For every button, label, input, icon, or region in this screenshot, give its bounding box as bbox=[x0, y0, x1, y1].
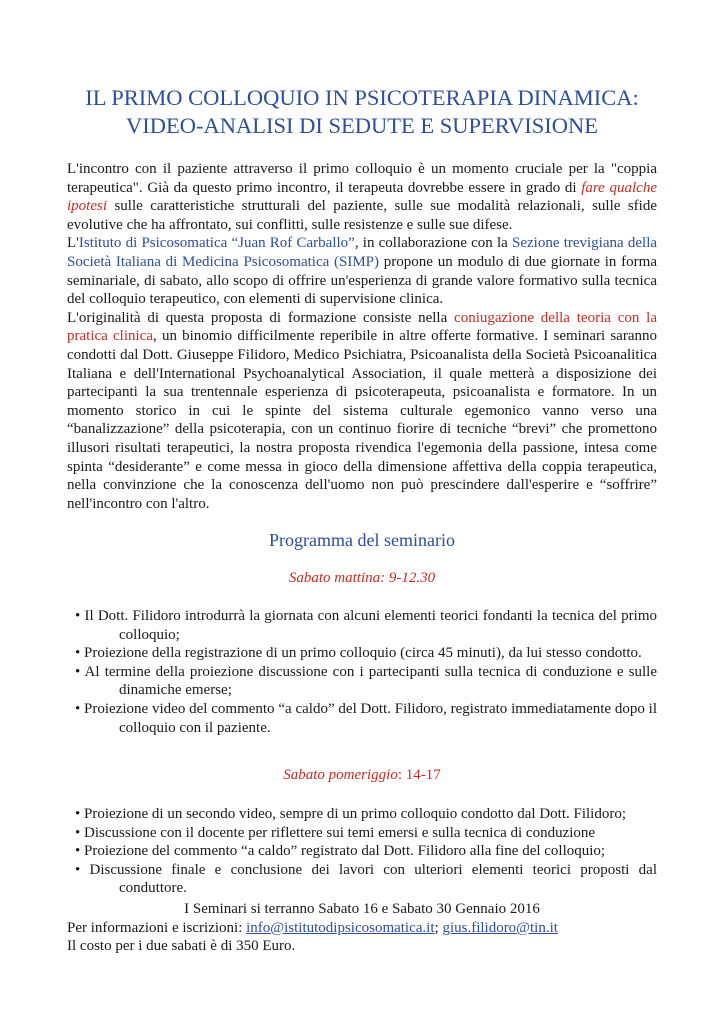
highlight-hypothesis: fare qualche ipotesi bbox=[67, 179, 657, 215]
cost-line: Il costo per i due sabati è di 350 Euro. bbox=[67, 938, 296, 955]
list-item: • Proiezione di un secondo video, sempre di un primo colloquio condotto dal Dott. Filidoro; bbox=[75, 806, 627, 822]
simp-section-name: Sezione trevigiana della Società Italiana di Medicina Psicosomatica (SIMP) bbox=[67, 235, 658, 270]
intro-paragraph-3: L'originalità di questa proposta di formazione consiste nella coniugazione della teoria con la pratica clinica, un binomio difficilmente reperibile in altre offerte formative. I seminari saranno condotti dal Dott. Giuseppe Filidoro, Medico Psichiatra, Psicoanalista della Società Psicoanalitica Italiana e dell'International Psychoanalytical Association, il quale metterà a disposizione dei partecipanti la sua trentennale esperienza di psicoterapeuta, psicoanalista e formatore. In un momento storico in cui le spinte del sistema culturale egemonico vanno verso una “banalizzazione” della psicoterapia, con un continuo fiorire di tecniche “brevi” che promettono illusori risultati terapeutici, la nostra proposta rivendica l'egemonia della passione, intesa come spinta “desiderante” e come messa in gioco della dimensione affettiva della coppia terapeutica, nella convinzione che la conoscenza dell'uomo non può prescindere dall'esperire e “soffrire” nell'incontro con l'altro. bbox=[67, 309, 657, 512]
intro-paragraph-2: L'Istituto di Psicosomatica “Juan Rof Carballo”, in collaborazione con la Sezione trevigiana della Società Italiana di Medicina Psicosomatica (SIMP) propone un modulo di due giornate in forma seminariale, di sabato, allo scopo di offrire un'esperienza di grande valore formativo sulla tecnica del colloquio terapeutico, con elementi di supervisione clinica. bbox=[67, 235, 658, 308]
list-item: • Al termine della proiezione discussione con i partecipanti sulla tecnica di conduzione e sulle dinamiche emerse; bbox=[75, 663, 657, 699]
title-line-2: VIDEO-ANALISI DI SEDUTE E SUPERVISIONE bbox=[126, 113, 598, 138]
institute-name: Istituto di Psicosomatica “Juan Rof Carballo” bbox=[78, 235, 355, 252]
intro-text bbox=[67, 160, 657, 513]
contact-line: Per informazioni e iscrizioni: info@istitutodipsicosomatica.it; gius.filidoro@tin.it bbox=[67, 919, 558, 936]
program-title: Programma del seminario bbox=[269, 530, 455, 550]
list-item: • Proiezione del commento “a caldo” registrato dal Dott. Filidoro alla fine del colloquio; bbox=[75, 843, 606, 860]
intro-paragraph-1: L'incontro con il paziente attraverso il primo colloquio è un momento cruciale per la "coppia terapeutica". Già da questo primo incontro, il terapeuta dovrebbe essere in grado di fare qualche ipotesi sulle caratteristiche strutturali del paziente, sulle sue modalità relazionali, sulle sfide evolutive che ha affrontato, sui conflitti, sulle resistenze e sulle sue difese. bbox=[67, 161, 657, 233]
email-link-filidoro[interactable]: gius.filidoro@tin.it bbox=[442, 919, 558, 936]
list-item: • Proiezione video del commento “a caldo” del Dott. Filidoro, registrato immediatamente dopo il colloquio con il paziente. bbox=[75, 700, 657, 736]
morning-program-list bbox=[65, 607, 657, 737]
email-link-institute[interactable]: info@istitutodipsicosomatica.it bbox=[246, 919, 435, 936]
list-item: • Discussione con il docente per riflettere sui temi emersi e sulla tecnica di conduzione bbox=[75, 824, 596, 841]
afternoon-time-label: Sabato pomeriggio: 14-17 bbox=[283, 767, 441, 783]
footer-info bbox=[67, 900, 657, 956]
title-line-1: IL PRIMO COLLOQUIO IN PSICOTERAPIA DINAMICA: bbox=[85, 85, 639, 110]
seminar-dates: I Seminari si terranno Sabato 16 e Sabato 30 Gennaio 2016 bbox=[184, 901, 540, 917]
list-item: • Discussione finale e conclusione dei lavori con ulteriori elementi teorici proposti dal conduttore. bbox=[75, 861, 657, 897]
afternoon-program-list bbox=[65, 805, 657, 898]
list-item: • Il Dott. Filidoro introdurrà la giornata con alcuni elementi teorici fondanti la tecnica del primo colloquio; bbox=[75, 608, 657, 643]
list-item: • Proiezione della registrazione di un primo colloquio (circa 45 minuti), da lui stesso condotto. bbox=[75, 645, 642, 662]
document-title bbox=[40, 84, 684, 140]
highlight-theory-practice: coniugazione della teoria con la pratica clinica bbox=[67, 309, 657, 345]
morning-time-label: Sabato mattina: 9-12.30 bbox=[288, 570, 436, 586]
